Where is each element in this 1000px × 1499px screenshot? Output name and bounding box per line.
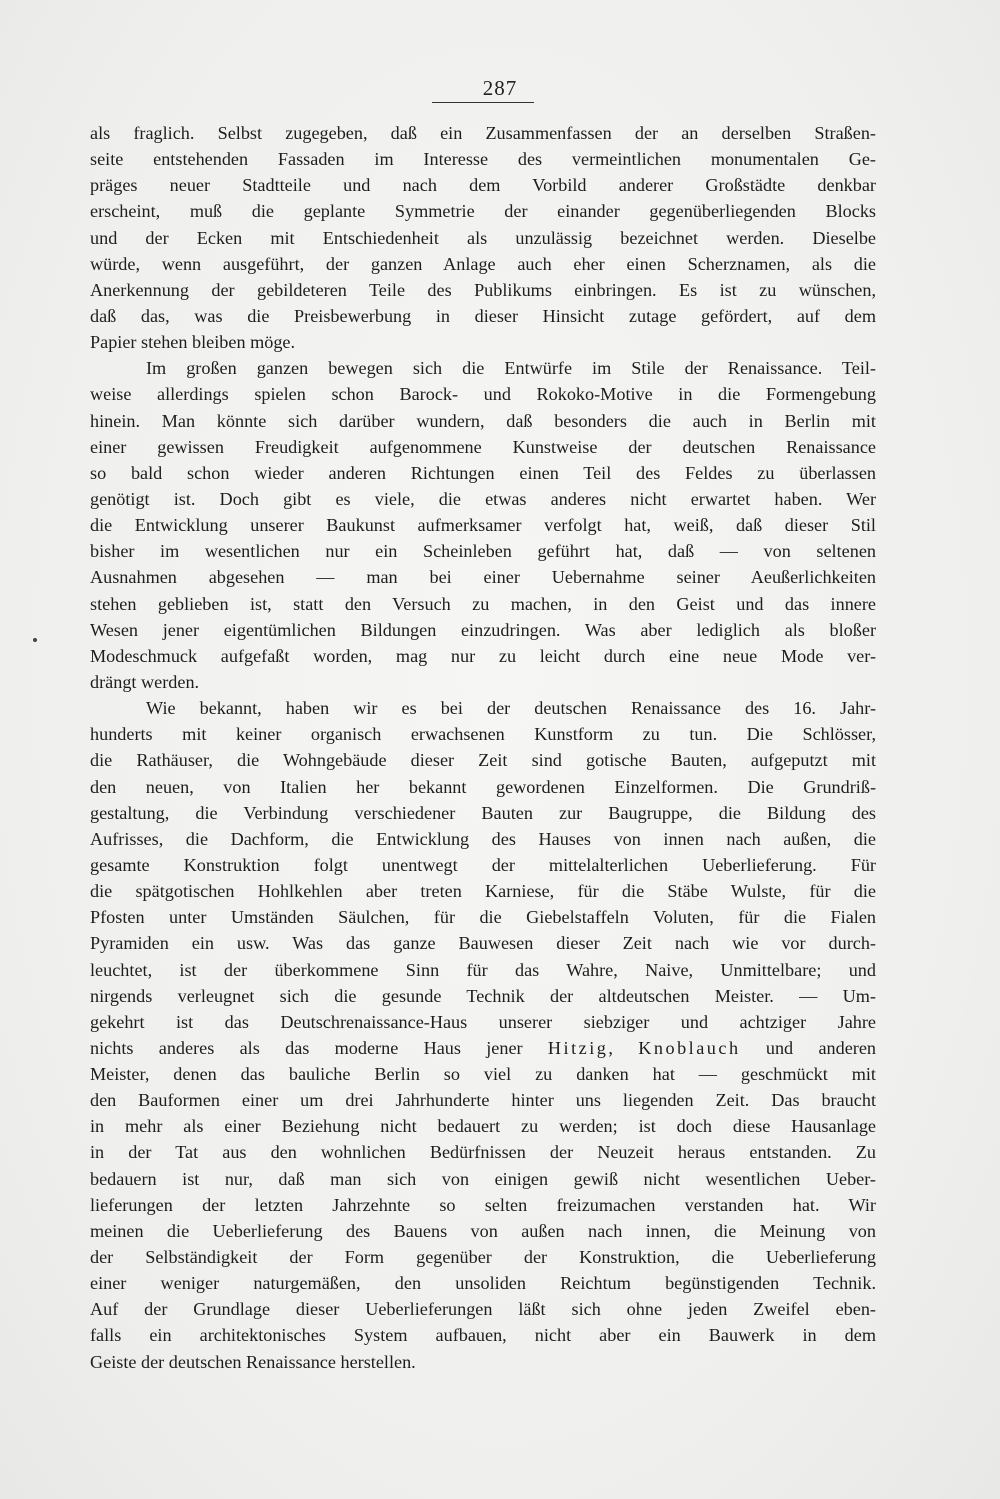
page-number: 287: [482, 76, 518, 100]
text-line: Wesen jener eigentümlichen Bildungen einzudringen. Was aber lediglich als bloßer: [90, 619, 876, 640]
text-line: bisher im wesentlichen nur ein Scheinleben geführt hat, daß — von seltenen: [90, 541, 876, 562]
text-line: leuchtet, ist der überkommene Sinn für das Wahre, Naive, Unmittelbare; und: [90, 959, 876, 980]
text-line: Papier stehen bleiben möge.: [90, 332, 296, 353]
text-line: bedauern ist nur, daß man sich von einigen gewiß nicht wesentlichen Ueber-: [90, 1168, 876, 1189]
text-fragment: ,: [608, 1037, 639, 1058]
text-line: die spätgotischen Hohlkehlen aber treten Karniese, für die Stäbe Wulste, für die: [90, 881, 876, 902]
text-line: erscheint, muß die geplante Symmetrie der einander gegenüberliegenden Blocks: [90, 201, 876, 222]
text-line: gestaltung, die Verbindung verschiedener Bauten zur Baugruppe, die Bildung des: [90, 802, 876, 823]
text-line: Auf der Grundlage dieser Ueberlieferungen läßt sich ohne jeden Zweifel eben-: [90, 1299, 876, 1320]
text-line: in mehr als einer Beziehung nicht bedauert zu werden; ist doch diese Hausanlage: [90, 1116, 876, 1137]
text-line: Wie bekannt, haben wir es bei der deutschen Renaissance des 16. Jahr-: [146, 698, 876, 719]
text-line: [90, 1035, 876, 1061]
text-fragment: nichts anderes als das moderne Haus jener: [90, 1037, 548, 1058]
text-line: gesamte Konstruktion folgt unentwegt der mittelalterlichen Ueberlieferung. Für: [90, 854, 876, 875]
text-line: drängt werden.: [90, 671, 200, 692]
text-line: falls ein architektonisches System aufbauen, nicht aber ein Bauwerk in dem: [90, 1325, 876, 1346]
text-line: nirgends verleugnet sich die gesunde Technik der altdeutschen Meister. — Um-: [90, 985, 876, 1006]
text-line: Pfosten unter Umständen Säulchen, für die Giebelstaffeln Voluten, für die Fialen: [90, 907, 876, 928]
spaced-name: Hitzig: [547, 1037, 609, 1058]
body-text: [90, 120, 876, 1375]
text-fragment: und anderen: [740, 1037, 876, 1058]
text-line: seite entstehenden Fassaden im Interesse des vermeintlichen monumentalen Ge-: [90, 149, 876, 170]
text-line: daß das, was die Preisbewerbung in dieser Hinsicht zutage gefördert, auf dem: [90, 305, 876, 326]
text-line: Geiste der deutschen Renaissance herstellen.: [90, 1351, 416, 1372]
text-line: hunderts mit keiner organisch erwachsenen Kunstform zu tun. Die Schlösser,: [90, 724, 876, 745]
text-line: weise allerdings spielen schon Barock- und Rokoko-Motive in die Formengebung: [90, 384, 876, 405]
text-line: Meister, denen das bauliche Berlin so viel zu danken hat — geschmückt mit: [90, 1064, 876, 1085]
text-line: Ausnahmen abgesehen — man bei einer Uebernahme seiner Aeußerlichkeiten: [90, 567, 876, 588]
text-line: genötigt ist. Doch gibt es viele, die etwas anderes nicht erwartet haben. Wer: [90, 488, 876, 509]
text-line: die Rathäuser, die Wohngebäude dieser Zeit sind gotische Bauten, aufgeputzt mit: [90, 750, 876, 771]
text-line: der Selbständigkeit der Form gegenüber der Konstruktion, die Ueberlieferung: [90, 1247, 876, 1268]
text-line: Modeschmuck aufgefaßt worden, mag nur zu leicht durch eine neue Mode ver-: [90, 645, 876, 666]
text-line: den neuen, von Italien her bekannt gewordenen Einzelformen. Die Grundriß-: [90, 776, 876, 797]
text-line: Anerkennung der gebildeteren Teile des Publikums einbringen. Es ist zu wünschen,: [90, 279, 876, 300]
text-line: als fraglich. Selbst zugegeben, daß ein Zusammenfassen der an derselben Straßen-: [90, 123, 876, 143]
spaced-name: Knoblauch: [638, 1037, 741, 1058]
text-line: die Entwicklung unserer Baukunst aufmerksamer verfolgt hat, weiß, daß dieser Stil: [90, 515, 876, 536]
text-line: gekehrt ist das Deutschrenaissance-Haus unserer siebziger und achtziger Jahre: [90, 1011, 876, 1032]
text-line: den Bauformen einer um drei Jahrhunderte hinter uns liegenden Zeit. Das braucht: [90, 1090, 876, 1111]
text-line: lieferungen der letzten Jahrzehnte so selten freizumachen verstanden hat. Wir: [90, 1194, 876, 1215]
text-line: hinein. Man könnte sich darüber wundern, daß besonders die auch in Berlin mit: [90, 410, 876, 431]
text-line: würde, wenn ausgeführt, der ganzen Anlage auch eher einen Scherznamen, als die: [90, 253, 876, 274]
text-line: in der Tat aus den wohnlichen Bedürfnissen der Neuzeit heraus entstanden. Zu: [90, 1142, 876, 1163]
header-rule: [432, 102, 534, 103]
text-line: stehen geblieben ist, statt den Versuch zu machen, in den Geist und das innere: [90, 593, 876, 614]
text-line: Aufrisses, die Dachform, die Entwicklung des Hauses von innen nach außen, die: [90, 828, 876, 849]
text-line: Im großen ganzen bewegen sich die Entwürfe im Stile der Renaissance. Teil-: [146, 358, 876, 379]
text-line: einer weniger naturgemäßen, den unsoliden Reichtum begünstigenden Technik.: [90, 1273, 876, 1294]
text-line: einer gewissen Freudigkeit aufgenommene Kunstweise der deutschen Renaissance: [90, 436, 876, 457]
text-line: präges neuer Stadtteile und nach dem Vorbild anderer Großstädte denkbar: [90, 175, 876, 196]
text-line: Pyramiden ein usw. Was das ganze Bauwesen dieser Zeit nach wie vor durch-: [90, 933, 876, 954]
margin-mark: [33, 638, 37, 642]
text-line: und der Ecken mit Entschiedenheit als unzulässig bezeichnet werden. Dieselbe: [90, 227, 876, 248]
text-line: so bald schon wieder anderen Richtungen einen Teil des Feldes zu überlassen: [90, 462, 876, 483]
text-line: meinen die Ueberlieferung des Bauens von außen nach innen, die Meinung von: [90, 1220, 876, 1241]
